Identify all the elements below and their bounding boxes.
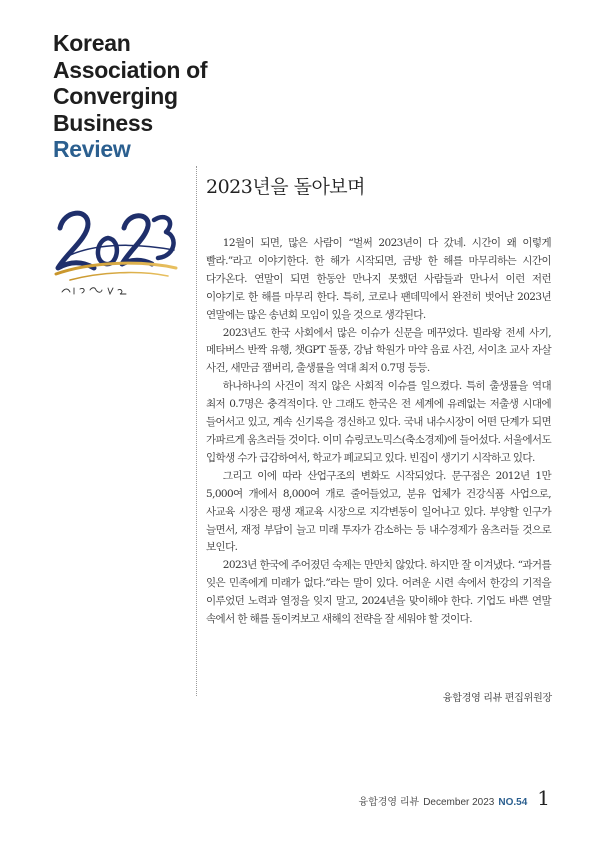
vertical-divider: [196, 166, 198, 696]
author-signature: 융합경영 리뷰 편집위원장: [442, 693, 552, 704]
calligraphy-2023-artwork: [50, 198, 180, 298]
journal-title: [53, 30, 207, 163]
journal-title-line: Business: [53, 109, 153, 136]
article-paragraph: 하나하나의 사건이 적지 않은 사회적 이슈를 일으켰다. 특히 출생률을 역대 최저 0.7명은 충격적이다. 안 그래도 한국은 전 세계에 유례없는 저출생 시대에 들어서고 있고, 계속 신기록을 경신하고 있다. 국내 내수시장이 어떤 단계가 되면 가파르게 움츠러들 것이다. 이미 슈링코노믹스(축소경제)에 들어섰다. 서울에서도 입학생 수가 급감하여서, 학교가 폐교되고 있다. 빈집이 생기기 시작하고 있다.: [206, 380, 551, 464]
article-paragraph: 2023년도 한국 사회에서 많은 이슈가 신문을 메꾸었다. 빌라왕 전세 사기, 메타버스 반짝 유행, 챗GPT 돌풍, 강남 학원가 마약 음료 사건, 서이초 교사 자살 사건, 새만금 잼버리, 출생률을 역대 최저 0.7명 등등.: [206, 326, 551, 375]
page-number: 1: [537, 786, 550, 810]
article-paragraph: 2023년 한국에 주어졌던 숙제는 만만치 않았다. 하지만 잘 이겨냈다. “과거를 잊은 민족에게 미래가 없다.”라는 말이 있다. 어려운 시련 속에서 한강의 기적을 이루었던 노력과 열정을 잊지 말고, 2024년을 맞이해야 한다. 기업도 바쁜 연말 속에서 한 해를 돌이켜보고 새해의 전략을 잘 세워야 할 것이다.: [206, 559, 551, 626]
journal-title-line: Converging: [53, 83, 178, 109]
page-footer: [358, 786, 550, 810]
article-body: [206, 235, 551, 629]
article-paragraph: 그리고 이에 따라 산업구조의 변화도 시작되었다. 문구점은 2012년 1만 5,000여 개에서 8,000여 개로 줄어들었고, 분유 업체가 건강식품 사업으로, 사교육 시장은 평생 재교육 시장으로 지각변동이 일어나고 있다. 부양할 인구가 늘면서, 재정 부담이 늘고 미래 투자가 감소하는 등 내수경제가 움츠러들 것으로 보인다.: [206, 469, 551, 554]
footer-issue-number: NO.54: [498, 797, 528, 808]
journal-title-line: Association of: [53, 56, 208, 83]
article-paragraph: 12월이 되면, 많은 사람이 “벌써 2023년이 다 갔네. 시간이 왜 이렇게 빨라.”라고 이야기한다. 한 해가 시작되면, 금방 한 해를 마무리하는 시간이 다가온다. 연말이 되면 한동안 만나지 못했던 사람들과 만나서 이런 저런 이야기로 한 해를 마무리 한다. 특히, 코로나 팬데믹에서 완전히 벗어난 2023년 연말에는 많은 송년회 모임이 있을 것으로 생각된다.: [206, 237, 551, 321]
footer-journal-name: 융합경영 리뷰: [358, 797, 420, 808]
journal-title-accent: Review: [53, 136, 131, 162]
footer-issue-date: December 2023: [423, 797, 495, 808]
article-title: 2023년을 돌아보며: [206, 176, 366, 198]
journal-title-line: Korean: [53, 30, 131, 56]
